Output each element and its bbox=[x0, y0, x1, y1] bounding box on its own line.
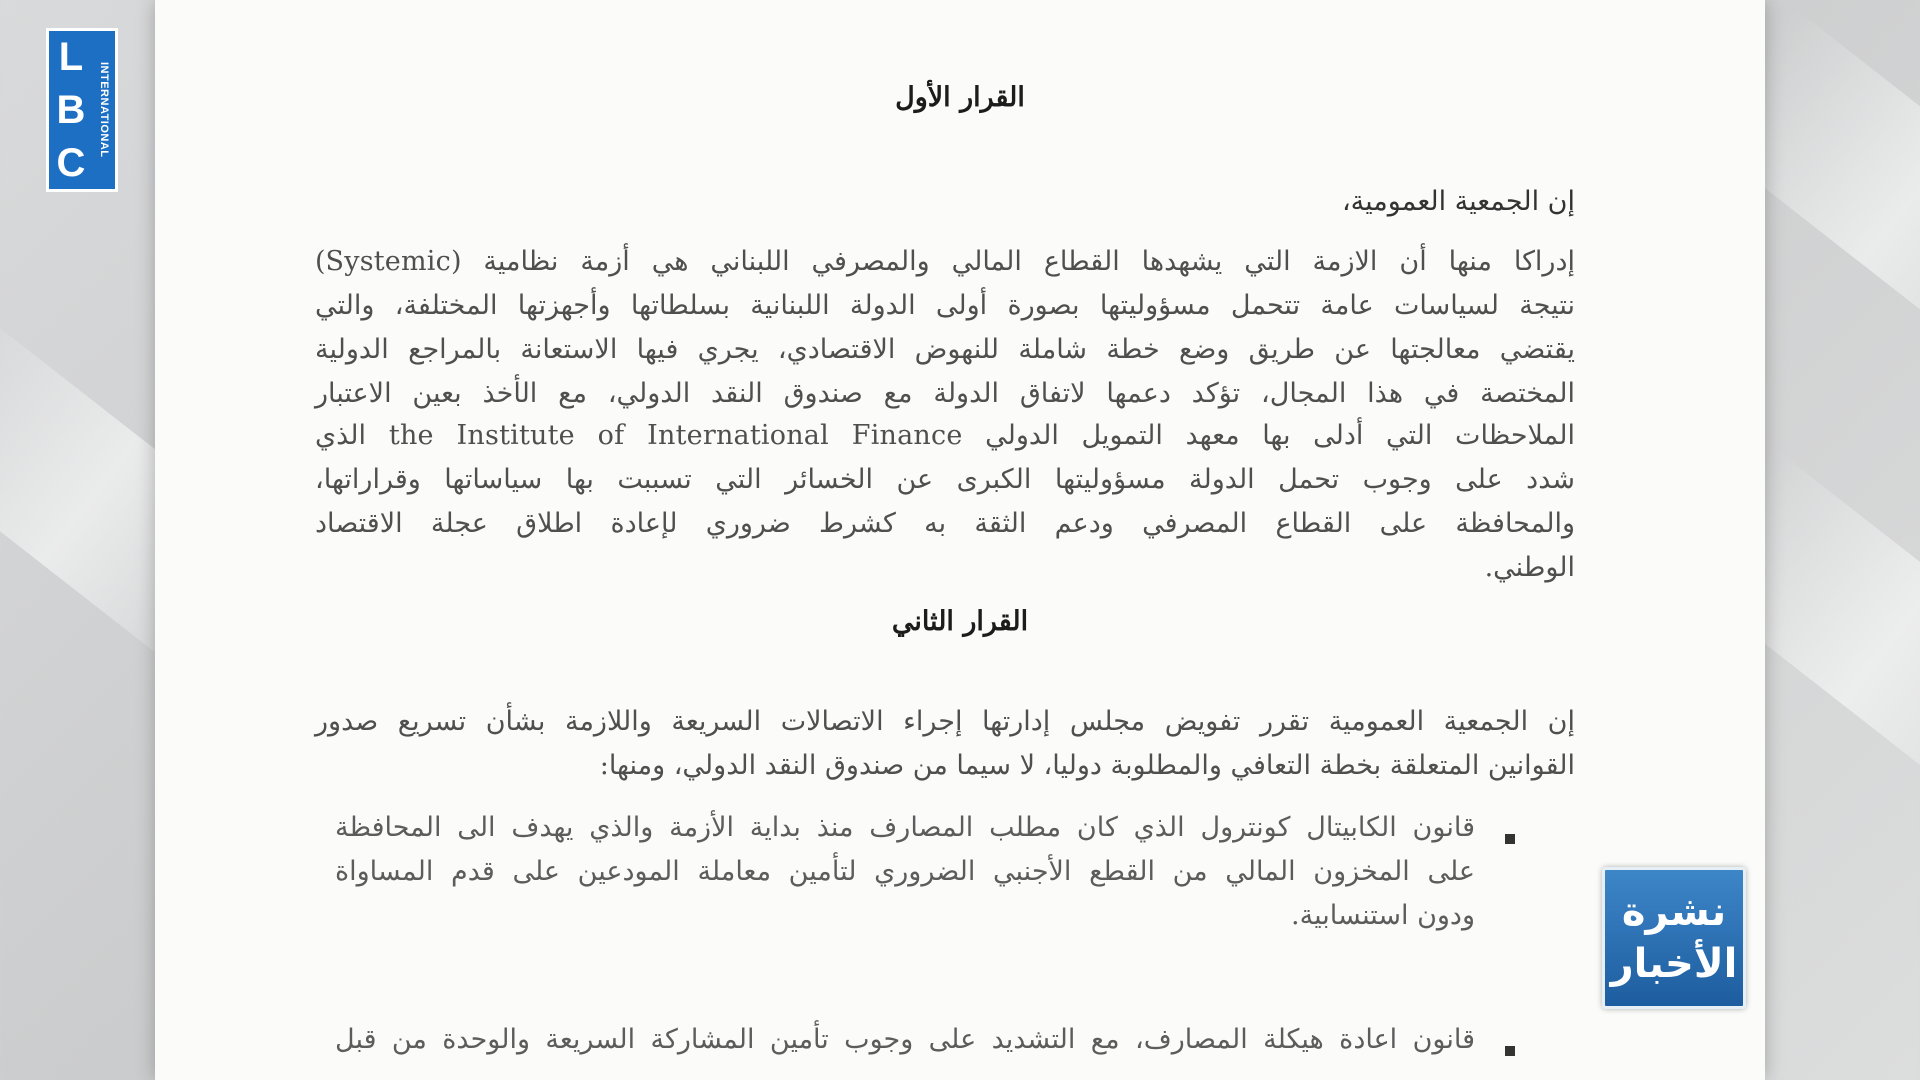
logo-subtitle-strip bbox=[93, 31, 115, 189]
news-badge-line1: نشرة bbox=[1621, 889, 1727, 935]
resolution2-line-2: القوانين المتعلقة بخطة التعافي والمطلوبة دوليا، لا سيما من صندوق النقد الدولي، ومنها: bbox=[599, 750, 1575, 781]
bullet-1-line-1: قانون الكابيتال كونترول الذي كان مطلب المصارف منذ بداية الأزمة والذي يهدف الى المحافظة bbox=[335, 812, 1475, 843]
logo-letters bbox=[49, 31, 93, 189]
document-page bbox=[155, 0, 1765, 1080]
bullet-1-line-3: ودون استنسابية. bbox=[1291, 900, 1475, 931]
resolution2-line-1: إن الجمعية العمومية تقرر تفويض مجلس إدارتها إجراء الاتصالات السريعة واللازمة بشأن تسريع صدور bbox=[315, 706, 1575, 737]
resolution1-line-3: يقتضي معالجتها عن طريق وضع خطة شاملة للنهوض الاقتصادي، يجري فيها الاستعانة بالمراجع الدولية bbox=[315, 334, 1575, 365]
logo-letter-c: C bbox=[56, 140, 86, 185]
logo-subtitle: INTERNATIONAL bbox=[98, 62, 110, 158]
resolution2-title: القرار الثاني bbox=[891, 606, 1029, 637]
resolution1-title: القرار الأول bbox=[895, 82, 1025, 113]
logo-letter-b: B bbox=[56, 87, 86, 132]
bullet-2-marker bbox=[1505, 1046, 1515, 1056]
bullet-2-line-1: قانون اعادة هيكلة المصارف، مع التشديد على وجوب تأمين المشاركة السريعة والوحدة من قبل bbox=[335, 1024, 1475, 1055]
news-bulletin-badge bbox=[1602, 867, 1746, 1009]
resolution1-line-6: شدد على وجوب تحمل الدولة مسؤوليتها الكبرى عن الخسائر التي تسببت بها سياساتها وقراراتها، bbox=[315, 464, 1575, 495]
bullet-1-marker bbox=[1505, 834, 1515, 844]
resolution1-line-4: المختصة في هذا المجال، تؤكد دعمها لاتفاق الدولة مع صندوق النقد الدولي، مع الأخذ بعين الاعتبار bbox=[315, 378, 1575, 409]
news-badge-line2: الأخبار bbox=[1610, 941, 1738, 987]
bullet-1-line-2: على المخزون المالي من القطع الأجنبي الضروري لتأمين معاملة المودعين على قدم المساواة bbox=[335, 856, 1475, 887]
resolution1-line-8: الوطني. bbox=[1484, 552, 1575, 583]
resolution1-opening: إن الجمعية العمومية، bbox=[1341, 186, 1575, 217]
lbc-logo bbox=[46, 28, 118, 192]
resolution1-line-1 bbox=[315, 246, 1575, 277]
resolution1-line-7: والمحافظة على القطاع المصرفي ودعم الثقة به كشرط ضروري لإعادة اطلاق عجلة الاقتصاد bbox=[315, 508, 1575, 539]
logo-letter-l: L bbox=[58, 35, 84, 80]
resolution1-line-5: الملاحظات التي أدلى بها معهد التمويل الدولي the Institute of International Finance الذي bbox=[315, 420, 1575, 451]
resolution1-line-2: نتيجة لسياسات عامة تتحمل مسؤوليتها بصورة أولى الدولة اللبنانية بسلطاتها وأجهزتها المختلفة، والتي bbox=[315, 290, 1575, 321]
resolution1-line-1-text: إدراكا منها أن الازمة التي يشهدها القطاع المالي والمصرفي اللبناني هي أزمة نظامية (Systemic) bbox=[315, 246, 1575, 277]
